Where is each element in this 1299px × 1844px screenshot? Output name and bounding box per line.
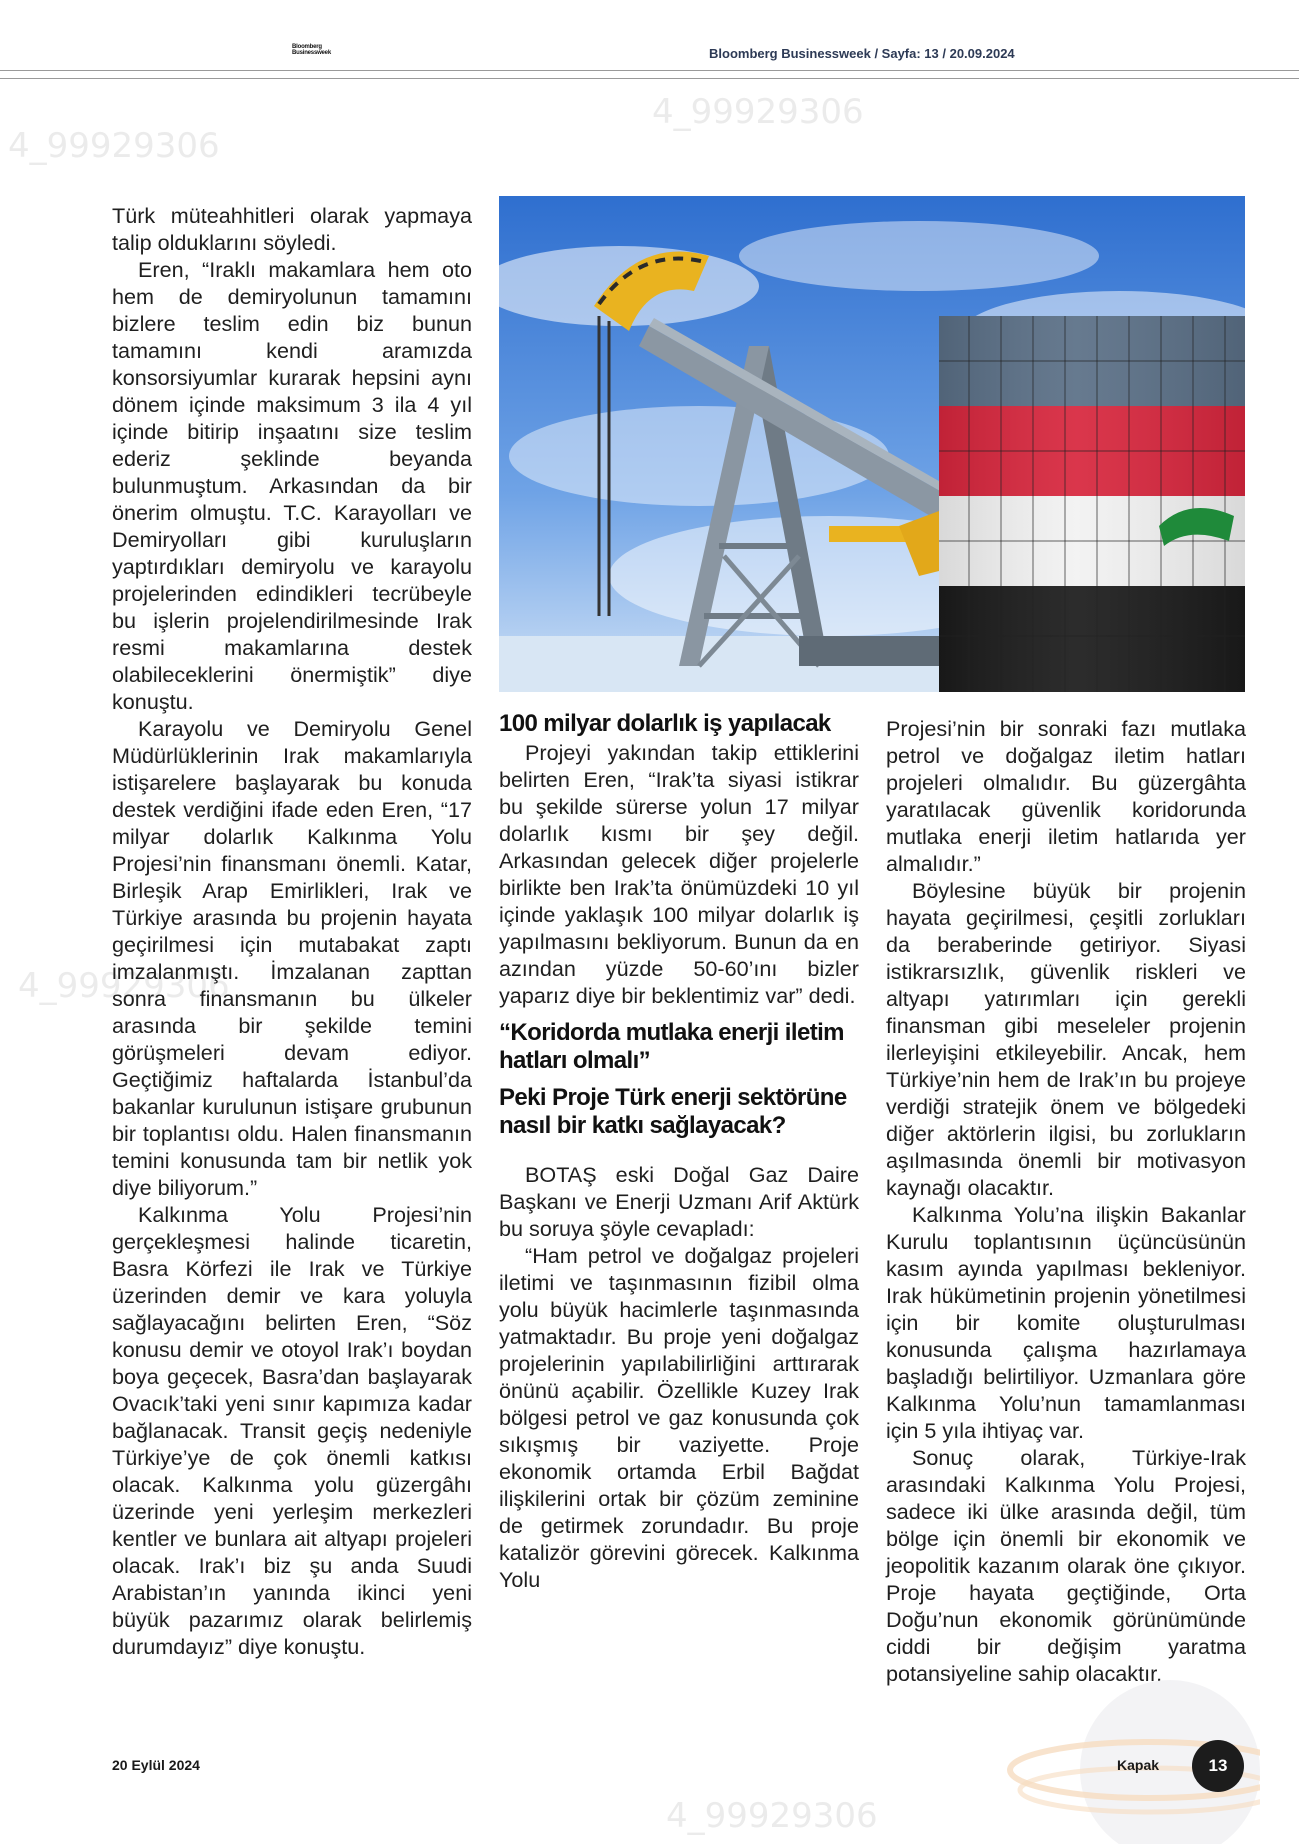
watermark: 4_99929306 [8, 126, 220, 166]
watermark: 4_99929306 [666, 1796, 878, 1836]
logo-text: Bloomberg Businessweek [292, 44, 331, 56]
source-line: Bloomberg Businessweek / Sayfa: 13 / 20.09.2024 [709, 46, 1015, 61]
article-column-2 [499, 710, 859, 1593]
paragraph: Kalkınma Yolu Projesi’nin gerçekleşmesi halinde ticaretin, Basra Körfezi ile Irak ve Türkiye üzerinden demir ve kara yoluyla sağlayacağını belirten Eren, “Söz konusu demir ve otoyol Irak’ı boydan boya geçecek, Basra’dan başlayarak Ovacık’taki yeni sınır kapımıza kadar bağlanacak. Transit geçiş nedeniyle Türkiye’ye de çok önemli katkısı olacak. Kalkınma yolu güzergâhı üzerinde yeni yerleşim merkezleri kentler ve bunlara ait altyapı projeleri olacak. Irak’ı biz şu anda Suudi Arabistan’ın yanında ikinci yeni büyük pazarımız olarak belirlemiş durumdayız” diye konuştu. [112, 1202, 472, 1659]
paragraph: Karayolu ve Demiryolu Genel Müdürlüklerinin Irak makamlarıyla istişarelere başlayarak bu konuda destek verdiğini ifade eden Eren, “17 milyar dolarlık Kalkınma Yolu Projesi’nin finansmanı önemli. Katar, Birleşik Arap Emirlikleri, Irak ve Türkiye arasında bu projenin hayata geçirilmesi için mutabakat zaptı imzalanmıştı. İmzalanan zapttan sonra finansmanın bu ülkeler arasında bir şekilde temini görüşmeleri devam ediyor. Geçtiğimiz haftalarda İstanbul’da bakanlar kurulunun istişare grubunun bir toplantısı oldu. Halen finansmanın temini konusunda tam bir netlik yok diye biliyorum.” [112, 716, 472, 1200]
paragraph: Kalkınma Yolu’na ilişkin Bakanlar Kurulu toplantısının üçüncüsünün kasım ayında yapılması bekleniyor. Irak hükümetinin projenin yönetilmesi için bir komite oluşturulması konusunda çalışma hazırlamaya başladığı belirtiliyor. Uzmanlara göre Kalkınma Yolu’nun tamamlanması için 5 yıla ihtiyaç var. [886, 1202, 1246, 1443]
barrel-wall [939, 316, 1245, 692]
footer-section-label: Kapak [1117, 1757, 1160, 1773]
footer-date: 20 Eylül 2024 [112, 1757, 200, 1773]
section-heading: Peki Proje Türk enerji sektörüne nasıl bir katkı sağlayacak? [499, 1083, 847, 1139]
paragraph: Projesi’nin bir sonraki fazı mutlaka petrol ve doğalgaz iletim hatları projeleri olmalıdır. Bu güzergâhta yaratılacak güvenlik koridorunda mutlaka enerji iletim hatlarıda yer almalıdır.” [886, 716, 1246, 876]
header-rule-bottom [0, 78, 1299, 79]
paragraph: “Ham petrol ve doğalgaz projeleri iletimi ve taşınmasının fizibil olma yolu büyük hacimlerle taşınmasında yatmaktadır. Bu proje yeni doğalgaz projelerinin yapılabilirliğini arttırarak önünü açabilir. Özellikle Kuzey Irak bölgesi petrol ve gaz konusunda çok sıkışmış bir vaziyette. Proje ekonomik ortamda Erbil Bağdat ilişkilerini ortak bir çözüm zeminine de getirmek zorundadır. Bu proje katalizör görevini görecek. Kalkınma Yolu [499, 1242, 859, 1592]
paragraph: Sonuç olarak, Türkiye-Irak arasındaki Kalkınma Yolu Projesi, sadece iki ülke arasında değil, tüm bölge için önemli bir ekonomik ve jeopolitik kazanım olarak öne çıkıyor. Proje hayata geçtiğinde, Orta Doğu’nun ekonomik görünümünde ciddi bir değişim yaratma potansiyeline sahip olacaktır. [886, 1445, 1246, 1686]
section-heading: 100 milyar dolarlık iş yapılacak [499, 710, 831, 737]
header-rule-top [0, 70, 1299, 71]
article-column-1 [112, 202, 472, 1660]
watermark: 4_99929306 [18, 966, 230, 1006]
paragraph: Türk müteahhitleri olarak yapmaya talip olduklarını söyledi. [112, 203, 472, 255]
paragraph: Böylesine büyük bir projenin hayata geçirilmesi, çeşitli zorlukları da beraberinde getiriyor. Siyasi istikrarsızlık, güvenlik riskleri ve altyapı yatırımları için gerekli finansman gibi meseleler projenin ilerleyişini etkileyebilir. Ancak, hem Türkiye’nin hem de Irak’ın bu projeye verdiği stratejik önem ve bölgedeki diğer aktörlerin ilgisi, bu zorlukların aşılmasında önemli bir motivasyon kaynağı olacaktır. [886, 878, 1246, 1200]
publication-logo [292, 44, 336, 56]
paragraph: BOTAŞ eski Doğal Gaz Daire Başkanı ve Enerji Uzmanı Arif Aktürk bu soruya şöyle cevapladı: [499, 1161, 859, 1241]
paragraph: Eren, “Iraklı makamlara hem oto hem de demiryolunun tamamını bizlere teslim edin biz bunun tamamını kendi aramızda konsorsiyumlar kurarak hepsini aynı dönem içinde maksimum 3 ila 4 yıl içinde bitirip inşaatını size teslim ederiz şeklinde beyanda bulunmuştum. Arkasından da bir önerim olmuştu. T.C. Karayolları ve Demiryolları gibi kuruluşların yaptırdıkları demiryolu ve karayolu projelerinden edindikleri tecrübeyle bu işlerin projelendirilmesinde Irak resmi makamlarına destek olabileceklerini önermiştik” diye konuştu. [112, 257, 472, 714]
article-column-3 [886, 715, 1246, 1687]
watermark: 4_99929306 [652, 92, 864, 132]
section-heading: “Koridorda mutlaka enerji iletim hatları olmalı” [499, 1018, 844, 1074]
oil-pumpjack-with-iraq-flag-barrels-image [499, 196, 1245, 692]
oil-pumpjack-photo [499, 196, 1245, 692]
paragraph: Projeyi yakından takip ettiklerini belirten Eren, “Irak’ta siyasi istikrar bu şekilde sürerse yolun 17 milyar dolarlık kısmı bir şey değil. Arkasından gelecek diğer projelerle birlikte ben Irak’ta önümüzdeki 10 yıl içinde yaklaşık 100 milyar dolarlık iş yapılmasını bekliyorum. Bunun da en azından yüzde 50-60’ını bizler yaparız diye bir beklentimiz var” dedi. [499, 739, 859, 1008]
page-number-badge: 13 [1192, 1740, 1244, 1792]
